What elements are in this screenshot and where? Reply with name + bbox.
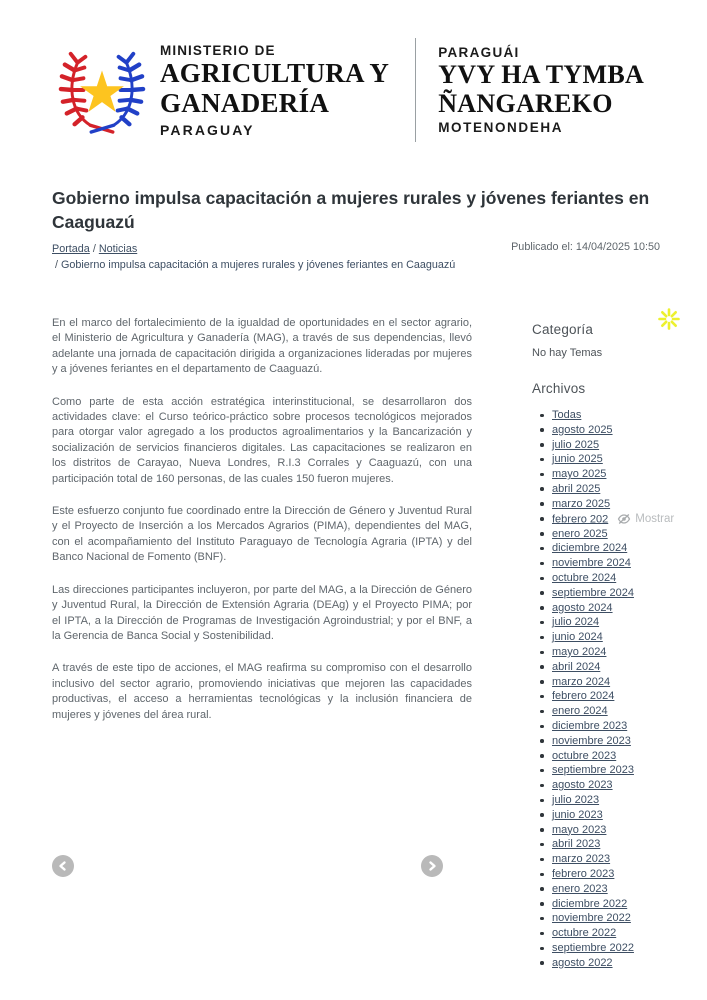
archive-list-item (552, 749, 697, 764)
archive-list-item (552, 778, 697, 793)
archive-list-item (552, 911, 697, 926)
ministry-line2: AGRICULTURA Y (160, 57, 390, 88)
archive-list-item (552, 452, 697, 467)
archive-list-item (552, 541, 697, 556)
archive-link[interactable]: mayo 2023 (552, 823, 607, 836)
guarani-line3: ÑANGAREKO (438, 89, 613, 118)
breadcrumb-row1 (52, 241, 482, 257)
archive-link[interactable]: marzo 2024 (552, 675, 611, 688)
archive-list-item (552, 793, 697, 808)
archive-link[interactable]: febrero 2023 (552, 868, 615, 881)
breadcrumb-link-noticias[interactable]: Noticias (98, 243, 138, 255)
published-date: Publicado el: 14/04/2025 10:50 (511, 241, 660, 253)
archive-list-item (552, 837, 697, 852)
archive-link[interactable]: julio 2024 (552, 616, 600, 629)
archive-list-item (552, 645, 697, 660)
archive-link[interactable]: septiembre 2024 (552, 586, 634, 599)
archive-list-item (552, 615, 697, 630)
archive-list-item (552, 763, 697, 778)
archive-list-item (552, 660, 697, 675)
archive-link[interactable]: septiembre 2023 (552, 764, 634, 777)
paraguay-coat-of-arms-icon (58, 40, 146, 140)
guarani-line4: MOTENONDEHA (438, 120, 564, 136)
category-heading: Categoría (532, 322, 594, 337)
archive-list-item (552, 482, 697, 497)
mostrar-tooltip (617, 512, 674, 527)
archive-link[interactable]: julio 2025 (552, 438, 600, 451)
archive-list-item (552, 556, 697, 571)
breadcrumb-current: Gobierno impulsa capacitación a mujeres rurales y jóvenes feriantes en Caaguazú (61, 259, 456, 272)
article-paragraph: Las direcciones participantes incluyeron, por parte del MAG, a la Dirección de Género y Juventud Rural, la Dirección de Extensión Agraria (DEAg) y el Proyecto PIMA; por el IPTA, a la Dirección de Programas de Investigación Agroindustrial; y por el BNF, a la Gerencia de Banca Social y Sostenibilidad. (52, 583, 472, 642)
category-empty-text: No hay Temas (532, 347, 603, 359)
archive-link[interactable]: marzo 2023 (552, 853, 611, 866)
archive-link[interactable]: junio 2024 (552, 631, 603, 644)
archive-list-item (552, 467, 697, 482)
archive-link[interactable]: septiembre 2022 (552, 942, 634, 954)
archive-link[interactable]: agosto 2024 (552, 601, 613, 614)
guarani-line1: PARAGUÁI (438, 44, 520, 60)
ministry-line1: MINISTERIO DE (160, 42, 276, 58)
breadcrumb (52, 241, 482, 273)
site-header (58, 38, 677, 142)
guarani-wordmark (438, 45, 644, 136)
archive-list-item (552, 512, 697, 527)
archive-link[interactable]: enero 2023 (552, 882, 608, 895)
archive-link[interactable]: enero 2025 (552, 527, 608, 540)
archive-link[interactable]: noviembre 2024 (552, 557, 631, 570)
archive-link[interactable]: octubre 2022 (552, 927, 617, 940)
archive-link[interactable]: junio 2025 (552, 453, 603, 466)
archive-list-item (552, 719, 697, 734)
archive-link[interactable]: agosto 2022 (552, 956, 613, 969)
archive-link[interactable]: abril 2023 (552, 838, 601, 851)
article-paragraph: En el marco del fortalecimiento de la igualdad de oportunidades en el sector agrario, el Ministerio de Agricultura y Ganadería (MAG), a través de sus dependencias, llevó adelante una jornada de capacitación dirigida a organizaciones lideradas por mujeres y a jóvenes feriantes en el departamento de Caaguazú. (52, 317, 472, 376)
archive-list-item (552, 527, 697, 542)
breadcrumb-separator: / (92, 243, 96, 255)
ministry-line4: PARAGUAY (160, 121, 255, 138)
archive-link[interactable]: febrero 2024 (552, 690, 615, 703)
archive-link[interactable]: diciembre 2023 (552, 720, 628, 733)
page-title: Gobierno impulsa capacitación a mujeres rurales y jóvenes feriantes en Caaguazú (52, 188, 650, 232)
archive-list-item (552, 704, 697, 719)
archive-link[interactable]: marzo 2025 (552, 497, 611, 510)
header-divider (415, 38, 416, 142)
archive-list-item (552, 630, 697, 645)
archive-link[interactable]: noviembre 2022 (552, 912, 631, 925)
archive-list-item (552, 423, 697, 438)
carousel-next-button[interactable] (421, 855, 443, 877)
archive-link[interactable]: mayo 2025 (552, 468, 607, 481)
archive-link[interactable]: febrero 202 (552, 512, 609, 525)
guarani-line2: YVY HA TYMBA (438, 59, 645, 89)
archives-heading: Archivos (532, 381, 586, 396)
chevron-left-icon (57, 860, 69, 872)
sidebar (532, 322, 697, 971)
archive-list-item (552, 601, 697, 616)
archive-link[interactable]: octubre 2024 (552, 572, 617, 585)
carousel-prev-button[interactable] (52, 855, 74, 877)
archive-link[interactable]: junio 2023 (552, 808, 603, 821)
breadcrumb-separator: / (55, 259, 58, 272)
archive-link[interactable]: enero 2024 (552, 705, 608, 718)
breadcrumb-link-portada[interactable]: Portada (52, 243, 90, 255)
star-icon (80, 70, 124, 111)
archive-link[interactable]: abril 2024 (552, 660, 601, 673)
breadcrumb-row2 (52, 257, 482, 273)
archive-list-item (552, 882, 697, 897)
archive-list-item (552, 926, 697, 941)
archive-list-item (552, 571, 697, 586)
archive-list-item (552, 689, 697, 704)
archive-list-item (552, 823, 697, 838)
archive-link[interactable]: mayo 2024 (552, 646, 607, 659)
article-paragraph: Este esfuerzo conjunto fue coordinado entre la Dirección de Género y Juventud Rural y el Proyecto de Inserción a los Mercados Agrarios (PIMA), dependientes del MAG, con el acompañamiento del Instituto Paraguayo de Tecnología Agraria (IPTA) y del Banco Nacional de Fomento (BNF). (52, 505, 472, 564)
mostrar-label: Mostrar (635, 512, 675, 525)
archive-list-item (552, 956, 697, 971)
archive-list-item (552, 867, 697, 882)
archive-list-item (552, 586, 697, 601)
chevron-right-icon (426, 860, 438, 872)
archive-link[interactable]: agosto 2025 (552, 423, 613, 436)
archive-list-item (552, 497, 697, 512)
archive-link[interactable]: diciembre 2024 (552, 542, 628, 555)
archive-link[interactable]: Todas (552, 409, 582, 421)
archive-list-item (552, 852, 697, 867)
archive-link[interactable]: diciembre 2022 (552, 897, 628, 910)
archive-list-item (552, 675, 697, 690)
ministry-line3: GANADERÍA (160, 88, 330, 118)
archive-link[interactable]: octubre 2023 (552, 749, 617, 762)
archive-list-item (552, 808, 697, 823)
archives-list (532, 408, 697, 971)
archive-link[interactable]: abril 2025 (552, 482, 601, 495)
archive-list-item (552, 897, 697, 912)
eye-off-icon (617, 513, 631, 525)
article-body (52, 316, 472, 740)
archive-link[interactable]: agosto 2023 (552, 779, 613, 792)
article-paragraph: Como parte de esta acción estratégica interinstitucional, se desarrollaron dos actividades clave: el Curso teórico-práctico sobre procesos tecnológicos mejorados para otorgar valor agregado a los productos agroalimentarios y la Bancarización y socialización de servicios financieros digitales. Las capacitaciones se realizaron en los distritos de Carayao, Nueva Londres, R.I.3 Corrales y Caaguazú, con una participación total de 160 personas, de las cuales 150 fueron mujeres. (52, 395, 472, 485)
archive-list-item (552, 408, 697, 423)
archive-list-item (552, 734, 697, 749)
archive-list-item (552, 438, 697, 453)
archive-link[interactable]: noviembre 2023 (552, 734, 631, 747)
article-paragraph: A través de este tipo de acciones, el MAG reafirma su compromiso con el desarrollo inclusivo del sector agrario, promoviendo iniciativas que mejoren las capacidades productivas, el acceso a herramientas tecnológicas y la inclusión financiera de mujeres y jóvenes del área rural. (52, 662, 472, 721)
ministry-wordmark (160, 43, 389, 138)
archive-link[interactable]: julio 2023 (552, 794, 600, 807)
archive-list-item (552, 941, 697, 956)
